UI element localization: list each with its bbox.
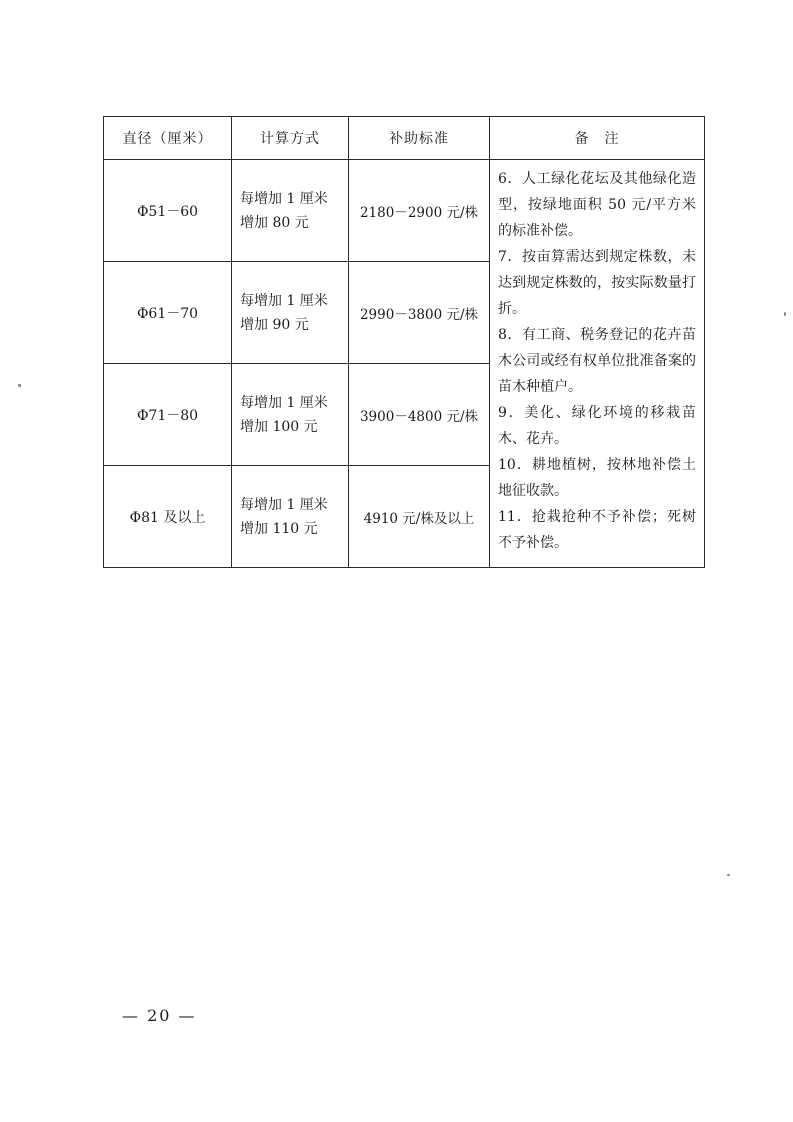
remark-item-9: 9．美化、绿化环境的移栽苗木、花卉。: [498, 405, 696, 447]
header-method: 计算方式: [232, 117, 349, 160]
standard-cell: 2180－2900 元/株: [349, 160, 490, 262]
remarks-cell: [490, 160, 705, 568]
diameter-cell: Φ71－80: [104, 364, 232, 466]
compensation-table: [103, 116, 705, 568]
table-row: [104, 160, 705, 262]
header-standard: 补助标准: [349, 117, 490, 160]
standard-cell: 2990－3800 元/株: [349, 262, 490, 364]
diameter-cell: Φ61－70: [104, 262, 232, 364]
method-line1: 每增加 1 厘米: [240, 394, 328, 411]
method-line2: 增加 80 元: [240, 214, 309, 231]
header-remarks: 备 注: [490, 117, 705, 160]
method-cell: [232, 466, 349, 568]
diameter-cell: Φ81 及以上: [104, 466, 232, 568]
standard-cell: 4910 元/株及以上: [349, 466, 490, 568]
method-line1: 每增加 1 厘米: [240, 190, 328, 207]
method-line2: 增加 110 元: [240, 520, 318, 537]
method-line1: 每增加 1 厘米: [240, 496, 328, 513]
scan-speck: [784, 312, 786, 316]
method-cell: [232, 160, 349, 262]
scan-speck: [18, 384, 21, 387]
method-cell: [232, 364, 349, 466]
method-line2: 增加 90 元: [240, 316, 309, 333]
remark-item-8: 8．有工商、税务登记的花卉苗木公司或经有权单位批准备案的苗木种植户。: [498, 327, 696, 395]
table-header-row: [104, 117, 705, 160]
method-cell: [232, 262, 349, 364]
method-line2: 增加 100 元: [240, 418, 318, 435]
standard-cell: 3900－4800 元/株: [349, 364, 490, 466]
header-diameter: 直径（厘米）: [104, 117, 232, 160]
scan-speck: [727, 874, 730, 876]
remark-item-10: 10．耕地植树，按林地补偿土地征收款。: [498, 457, 696, 499]
remark-item-11: 11．抢栽抢种不予补偿；死树不予补偿。: [498, 509, 696, 551]
method-line1: 每增加 1 厘米: [240, 292, 328, 309]
diameter-cell: Φ51－60: [104, 160, 232, 262]
remark-item-7: 7．按亩算需达到规定株数，未达到规定株数的，按实际数量打折。: [498, 249, 696, 317]
page-number: — 20 —: [122, 1006, 197, 1025]
remark-item-6: 6．人工绿化花坛及其他绿化造型，按绿地面积 50 元/平方米的标准补偿。: [498, 171, 696, 239]
